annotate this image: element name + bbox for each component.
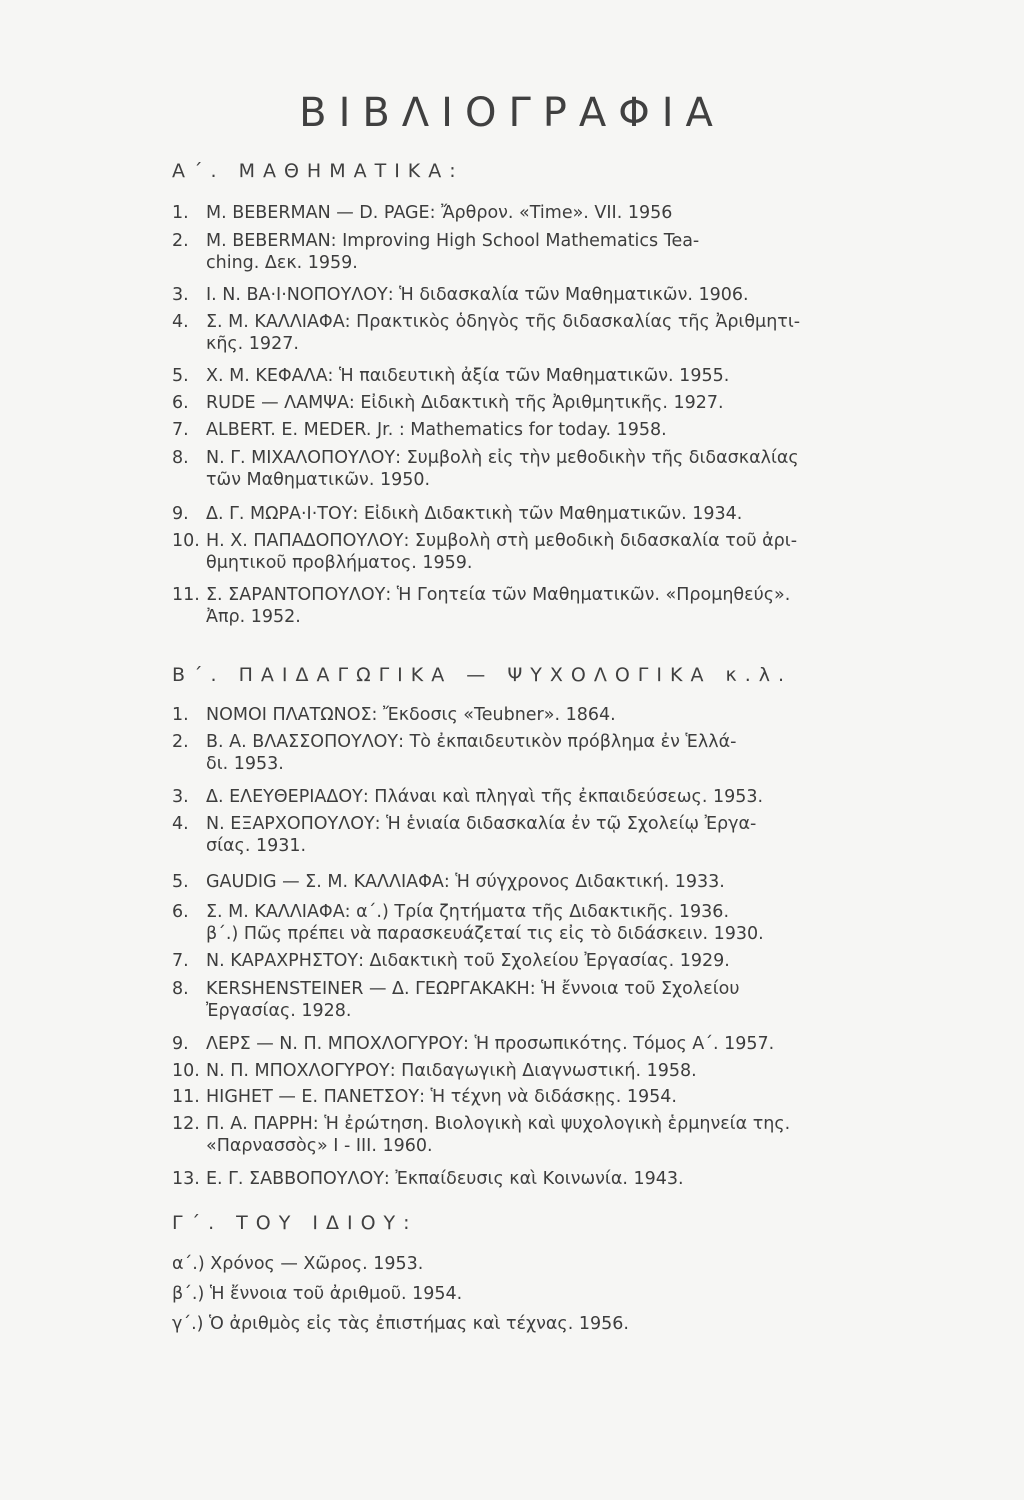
author-work-1: α΄.) Χρόνος — Χῶρος. 1953.: [172, 1254, 424, 1274]
page-title: ΒΙΒΛΙΟΓΡΑΦΙΑ: [299, 90, 725, 136]
entry-text: Ε. Γ. ΣΑΒΒΟΠΟΥΛΟΥ: Ἐκπαίδευσις καὶ Κοινωνία. 1943.: [206, 1169, 684, 1189]
entry-continuation: κῆς. 1927.: [206, 334, 299, 354]
entry-continuation: «Παρνασσὸς» Ι - ΙΙΙ. 1960.: [206, 1136, 433, 1156]
entry-number: 11.: [172, 1087, 200, 1107]
entry-number: 7.: [172, 951, 189, 971]
entry-number: 4.: [172, 312, 189, 332]
bib-entry-b11: [172, 1086, 912, 1108]
bib-entry-b10: [172, 1060, 912, 1082]
bib-entry-b13: [172, 1168, 912, 1190]
bib-entry-b4: [172, 813, 912, 857]
entry-number: 1.: [172, 705, 189, 725]
bib-entry-a1: [172, 202, 912, 224]
entry-text: Ι. Ν. ΒΑ·Ι·ΝΟΠΟΥΛΟΥ: Ἡ διδασκαλία τῶν Μαθηματικῶν. 1906.: [206, 285, 749, 305]
bib-entry-b5: [172, 871, 912, 893]
entry-number: 4.: [172, 814, 189, 834]
entry-number: 5.: [172, 366, 189, 386]
entry-number: 7.: [172, 420, 189, 440]
entry-text: HIGHET — Ε. ΠΑΝΕΤΣΟΥ: Ἡ τέχνη νὰ διδάσκῃς. 1954.: [206, 1087, 677, 1107]
bib-entry-a2: [172, 230, 912, 274]
bib-entry-a7: [172, 419, 912, 441]
entry-continuation: θμητικοῦ προβλήματος. 1959.: [206, 553, 473, 573]
entry-text: RUDE — ΛΑΜΨΑ: Εἰδικὴ Διδακτικὴ τῆς Ἀριθμητικῆς. 1927.: [206, 393, 724, 413]
entry-number: 9.: [172, 504, 189, 524]
bib-entry-a5: [172, 365, 912, 387]
bib-entry-b3: [172, 786, 912, 808]
entry-number: 1.: [172, 203, 189, 223]
author-work-3: γ΄.) Ὁ ἀριθμὸς εἰς τὰς ἐπιστήμας καὶ τέχνας. 1956.: [172, 1314, 629, 1334]
bib-entry-a4: [172, 311, 912, 355]
entry-text: Ν. Π. ΜΠΟΧΛΟΓΥΡΟΥ: Παιδαγωγικὴ Διαγνωστική. 1958.: [206, 1061, 697, 1081]
bib-entry-b1: [172, 704, 912, 726]
entry-text: Ν. ΚΑΡΑΧΡΗΣΤΟΥ: Διδακτικὴ τοῦ Σχολείου Ἐργασίας. 1929.: [206, 951, 730, 971]
entry-number: 10.: [172, 1061, 200, 1081]
entry-text: ΛΕΡΣ — Ν. Π. ΜΠΟΧΛΟΓΥΡΟΥ: Ἡ προσωπικότης. Τόμος Α΄. 1957.: [206, 1034, 775, 1054]
author-work-2: β΄.) Ἡ ἔννοια τοῦ ἀριθμοῦ. 1954.: [172, 1284, 463, 1304]
section-b-heading: Β΄. ΠΑΙΔΑΓΩΓΙΚΑ — ΨΥΧΟΛΟΓΙΚΑ κ.λ.: [172, 664, 793, 686]
entry-text: ΝΟΜΟΙ ΠΛΑΤΩΝΟΣ: Ἔκδοσις «Teubner». 1864.: [206, 705, 616, 725]
entry-text: Δ. ΕΛΕΥΘΕΡΙΑΔΟΥ: Πλάναι καὶ πληγαὶ τῆς ἐκπαιδεύσεως. 1953.: [206, 787, 764, 807]
section-a-heading: Α΄. ΜΑΘΗΜΑΤΙΚΑ:: [172, 160, 464, 182]
entry-continuation: δι. 1953.: [206, 754, 284, 774]
bib-entry-a11: [172, 584, 912, 628]
bib-entry-a9: [172, 503, 912, 525]
entry-number: 13.: [172, 1169, 200, 1189]
entry-continuation: σίας. 1931.: [206, 836, 307, 856]
entry-text: Χ. Μ. ΚΕΦΑΛΑ: Ἡ παιδευτικὴ ἀξία τῶν Μαθηματικῶν. 1955.: [206, 366, 730, 386]
entry-number: 8.: [172, 979, 189, 999]
entry-text: Η. Χ. ΠΑΠΑΔΟΠΟΥΛΟΥ: Συμβολὴ στὴ μεθοδικὴ διδασκαλία τοῦ ἀρι-: [206, 531, 798, 551]
entry-text: Β. Α. ΒΛΑΣΣΟΠΟΥΛΟΥ: Τὸ ἐκπαιδευτικὸν πρόβλημα ἐν Ἑλλά-: [206, 732, 737, 752]
entry-number: 6.: [172, 393, 189, 413]
entry-continuation: Ἀπρ. 1952.: [206, 607, 301, 627]
entry-number: 8.: [172, 448, 189, 468]
bib-entry-a6: [172, 392, 912, 414]
bib-entry-a8: [172, 447, 912, 491]
entry-text: Σ. ΣΑΡΑΝΤΟΠΟΥΛΟΥ: Ἡ Γοητεία τῶν Μαθηματικῶν. «Προμηθεύς».: [206, 585, 791, 605]
entry-continuation: β΄.) Πῶς πρέπει νὰ παρασκευάζεταί τις εἰς τὸ διδάσκειν. 1930.: [206, 924, 764, 944]
entry-text: Π. Α. ΠΑΡΡΗ: Ἡ ἐρώτηση. Βιολογικὴ καὶ ψυχολογικὴ ἑρμηνεία της.: [206, 1114, 791, 1134]
entry-continuation: Ἐργασίας. 1928.: [206, 1001, 352, 1021]
entry-number: 12.: [172, 1114, 200, 1134]
bib-entry-b8: [172, 978, 912, 1022]
entry-text: KERSHENSTEINER — Δ. ΓΕΩΡΓΑΚΑΚΗ: Ἡ ἔννοια τοῦ Σχολείου: [206, 979, 740, 999]
entry-number: 2.: [172, 732, 189, 752]
entry-text: Δ. Γ. ΜΩΡΑ·Ι·ΤΟΥ: Εἰδικὴ Διδακτικὴ τῶν Μαθηματικῶν. 1934.: [206, 504, 743, 524]
entry-number: 11.: [172, 585, 200, 605]
bib-entry-b2: [172, 731, 912, 775]
entry-number: 2.: [172, 231, 189, 251]
bib-entry-a3: [172, 284, 912, 306]
entry-text: Ν. Γ. ΜΙΧΑΛΟΠΟΥΛΟΥ: Συμβολὴ εἰς τὴν μεθοδικὴν τῆς διδασκαλίας: [206, 448, 799, 468]
entry-continuation: τῶν Μαθηματικῶν. 1950.: [206, 470, 431, 490]
entry-text: Σ. Μ. ΚΑΛΛΙΑΦΑ: Πρακτικὸς ὁδηγὸς τῆς διδασκαλίας τῆς Ἀριθμητι-: [206, 312, 801, 332]
entry-text: ALBERT. E. MEDER. Jr. : Mathematics for today. 1958.: [206, 420, 667, 440]
entry-number: 9.: [172, 1034, 189, 1054]
entry-continuation: ching. Δεκ. 1959.: [206, 253, 358, 273]
entry-text: Ν. ΕΞΑΡΧΟΠΟΥΛΟΥ: Ἡ ἑνιαία διδασκαλία ἐν τῷ Σχολείῳ Ἐργα-: [206, 814, 757, 834]
entry-text: Σ. Μ. ΚΑΛΛΙΑΦΑ: α΄.) Τρία ζητήματα τῆς Διδακτικῆς. 1936.: [206, 902, 730, 922]
entry-text: M. BEBERMAN — D. PAGE: Ἄρθρον. «Time». VII. 1956: [206, 203, 673, 223]
bib-entry-b12: [172, 1113, 912, 1157]
entry-number: 10.: [172, 531, 200, 551]
entry-number: 6.: [172, 902, 189, 922]
entry-text: GAUDIG — Σ. Μ. ΚΑΛΛΙΑΦΑ: Ἡ σύγχρονος Διδακτική. 1933.: [206, 872, 725, 892]
entry-text: M. BEBERMAN: Improving High School Mathematics Tea-: [206, 231, 700, 251]
bib-entry-b7: [172, 950, 912, 972]
bib-entry-b9: [172, 1033, 912, 1055]
entry-number: 5.: [172, 872, 189, 892]
bib-entry-b6: [172, 901, 912, 945]
entry-number: 3.: [172, 285, 189, 305]
entry-number: 3.: [172, 787, 189, 807]
bib-entry-a10: [172, 530, 912, 574]
section-c-heading: Γ΄. ΤΟΥ ΙΔΙΟΥ:: [172, 1212, 418, 1234]
